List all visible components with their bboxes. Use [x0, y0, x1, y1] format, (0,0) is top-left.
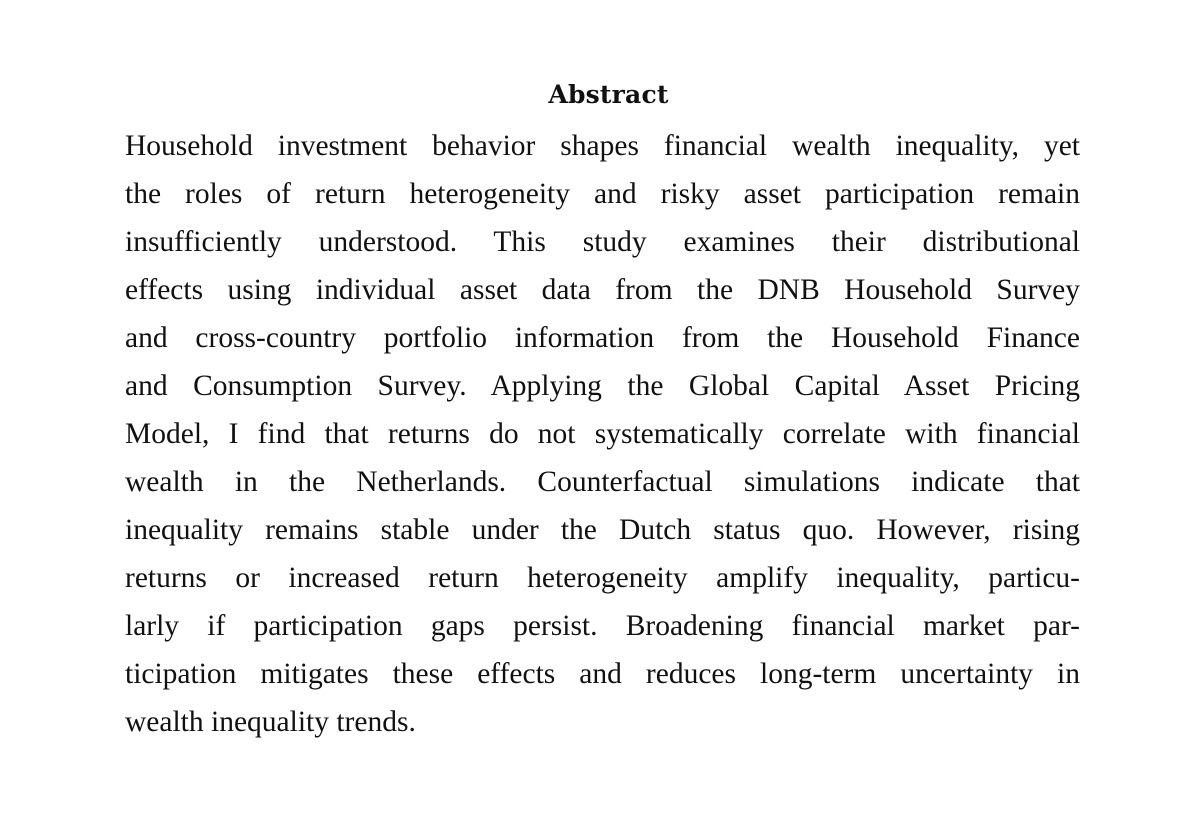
abstract-line-last: wealth inequality trends. [125, 706, 416, 738]
abstract-line: larly if participation gaps persist. Broadening financial market par- [125, 610, 1080, 642]
abstract-line: and cross-country portfolio information from the Household Finance [125, 322, 1080, 354]
abstract-section [125, 78, 1080, 746]
abstract-line: and Consumption Survey. Applying the Global Capital Asset Pricing [125, 370, 1080, 402]
abstract-body [125, 122, 1080, 746]
abstract-line: returns or increased return heterogeneity amplify inequality, particu- [125, 562, 1080, 594]
abstract-line: the roles of return heterogeneity and risky asset participation remain [125, 178, 1080, 210]
abstract-line: Household investment behavior shapes financial wealth inequality, yet [125, 130, 1080, 162]
abstract-line: ticipation mitigates these effects and reduces long-term uncertainty in [125, 658, 1080, 690]
abstract-line: inequality remains stable under the Dutch status quo. However, rising [125, 514, 1080, 546]
abstract-line: insufficiently understood. This study examines their distributional [125, 226, 1080, 258]
abstract-line: effects using individual asset data from the DNB Household Survey [125, 274, 1080, 306]
abstract-title: Abstract [548, 80, 669, 109]
abstract-line: wealth in the Netherlands. Counterfactual simulations indicate that [125, 466, 1080, 498]
abstract-line: Model, I find that returns do not systematically correlate with financial [125, 418, 1080, 450]
